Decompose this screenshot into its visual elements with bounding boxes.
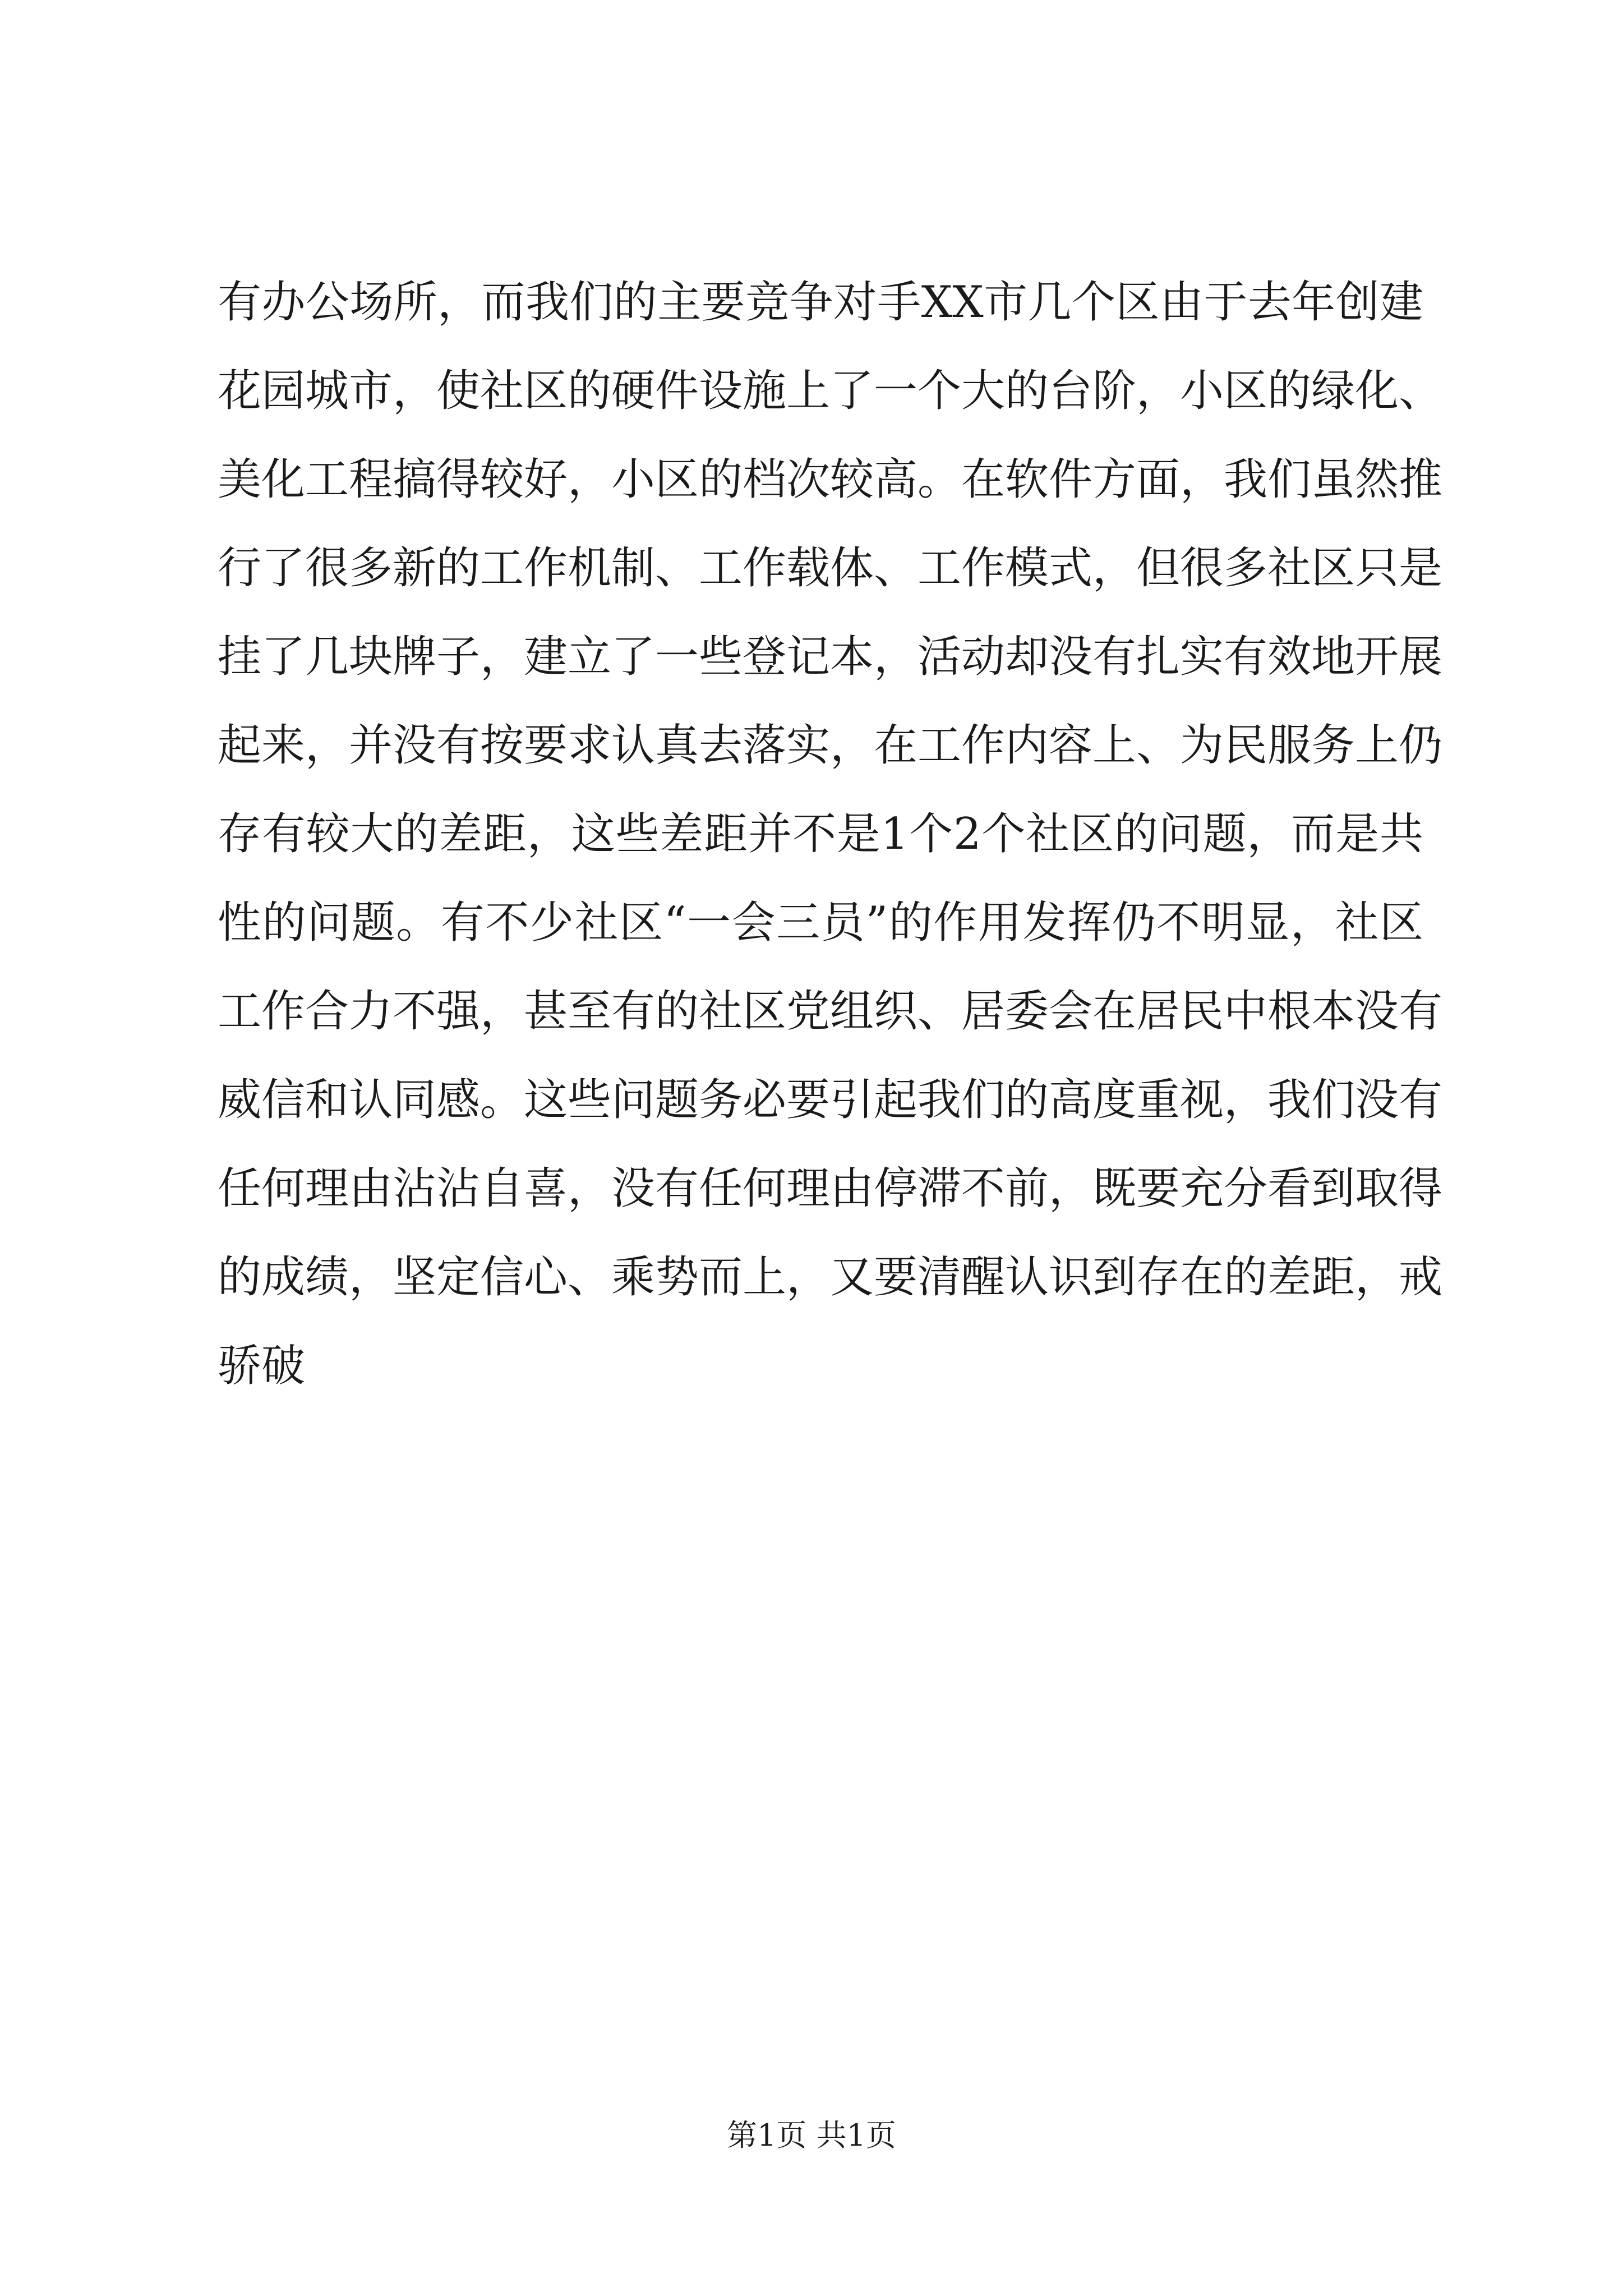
text-line-8: 性的问题。有不少社区“一会三员”的作用发挥仍不明显，社区	[218, 898, 1423, 948]
text-line-6: 起来，并没有按要求认真去落实，在工作内容上、为民服务上仍	[218, 720, 1443, 771]
text-line-4: 行了很多新的工作机制、工作载体、工作模式，但很多社区只是	[218, 543, 1443, 593]
text-line-1: 有办公场所，而我们的主要竞争对手XX市几个区由于去年创建	[218, 277, 1423, 328]
text-line-3: 美化工程搞得较好，小区的档次较高。在软件方面，我们虽然推	[218, 454, 1443, 505]
page-number-footer: 第1页 共1页	[727, 2118, 896, 2153]
text-line-13: 骄破	[218, 1341, 306, 1391]
text-line-9: 工作合力不强，甚至有的社区党组织、居委会在居民中根本没有	[218, 986, 1443, 1037]
text-line-10: 威信和认同感。这些问题务必要引起我们的高度重视，我们没有	[218, 1075, 1443, 1125]
text-line-2: 花园城市，使社区的硬件设施上了一个大的台阶，小区的绿化、	[218, 366, 1443, 416]
text-line-7: 存有较大的差距，这些差距并不是1个2个社区的问题，而是共	[218, 809, 1423, 859]
text-line-5: 挂了几块牌子，建立了一些登记本，活动却没有扎实有效地开展	[218, 632, 1443, 682]
text-line-11: 任何理由沾沾自喜，没有任何理由停滞不前，既要充分看到取得	[218, 1163, 1443, 1214]
text-line-12: 的成绩，坚定信心、乘势而上，又要清醒认识到存在的差距，戒	[218, 1252, 1443, 1303]
body-paragraph	[218, 258, 1443, 1410]
